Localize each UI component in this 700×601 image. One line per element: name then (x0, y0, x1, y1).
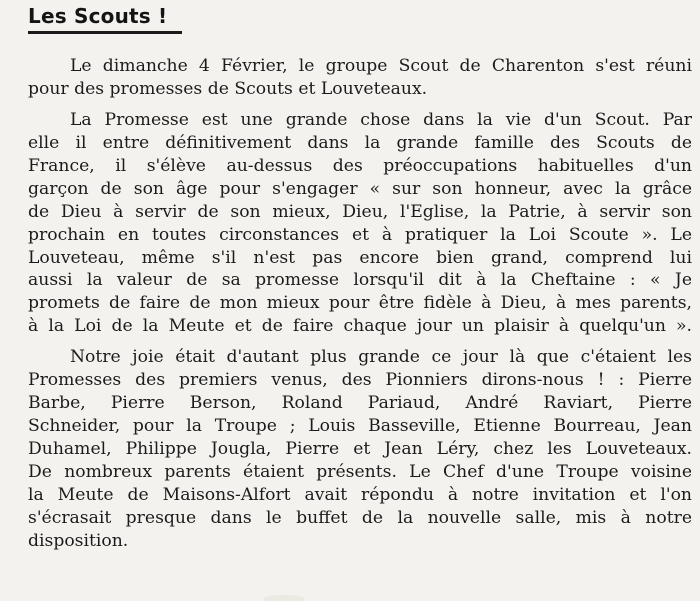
text-line: elle il entre définitivement dans la grande famille des Scouts de (28, 132, 692, 153)
text-line: garçon de son âge pour s'engager « sur son honneur, avec la grâce (28, 178, 692, 199)
text-line: prochain en toutes circonstances et à pratiquer la Loi Scoute ». Le (28, 224, 692, 245)
paragraph-2 (28, 109, 692, 338)
paper-tear (264, 595, 304, 601)
text-line: De nombreux parents étaient présents. Le Chef d'une Troupe voisine (28, 461, 692, 482)
paragraph-gap (28, 101, 692, 109)
text-line: aussi la valeur de sa promesse lorsqu'il dit à la Cheftaine : « Je (28, 270, 692, 291)
text-line: Louveteau, même s'il n'est pas encore bien grand, comprend lui (28, 247, 692, 268)
paragraph-gap (28, 338, 692, 346)
paragraph-1 (28, 55, 692, 101)
text-line: Promesses des premiers venus, des Pionniers dirons-nous ! : Pierre (28, 370, 692, 391)
paragraph-3 (28, 346, 692, 552)
article-title: Les Scouts ! (28, 4, 168, 28)
text-line: de Dieu à servir de son mieux, Dieu, l'Eglise, la Patrie, à servir son (28, 201, 692, 222)
title-underline (28, 31, 182, 34)
text-line: Schneider, pour la Troupe ; Louis Basseville, Etienne Bourreau, Jean (28, 416, 692, 437)
text-line: pour des promesses de Scouts et Louveteaux. (28, 78, 428, 99)
text-line: France, il s'élève au-dessus des préoccupations habituelles d'un (28, 155, 692, 176)
article-heading (28, 4, 167, 34)
article-body (28, 55, 692, 553)
text-line: promets de faire de mon mieux pour être fidèle à Dieu, à mes parents, (28, 293, 692, 314)
text-line: Barbe, Pierre Berson, Roland Pariaud, André Raviart, Pierre (28, 393, 692, 414)
text-line: la Meute de Maisons-Alfort avait répondu à notre invitation et l'on (28, 484, 692, 505)
text-line: Le dimanche 4 Février, le groupe Scout de Charenton s'est réuni (70, 56, 692, 76)
text-line: Duhamel, Philippe Jougla, Pierre et Jean Léry, chez les Louveteaux. (28, 439, 692, 459)
text-line: Notre joie était d'autant plus grande ce jour là que c'étaient les (70, 347, 692, 368)
text-line: à la Loi de la Meute et de faire chaque jour un plaisir à quelqu'un ». (28, 316, 692, 337)
text-line: disposition. (28, 530, 129, 551)
text-line: La Promesse est une grande chose dans la vie d'un Scout. Par (70, 109, 692, 130)
text-line: s'écrasait presque dans le buffet de la nouvelle salle, mis à notre (28, 507, 692, 528)
